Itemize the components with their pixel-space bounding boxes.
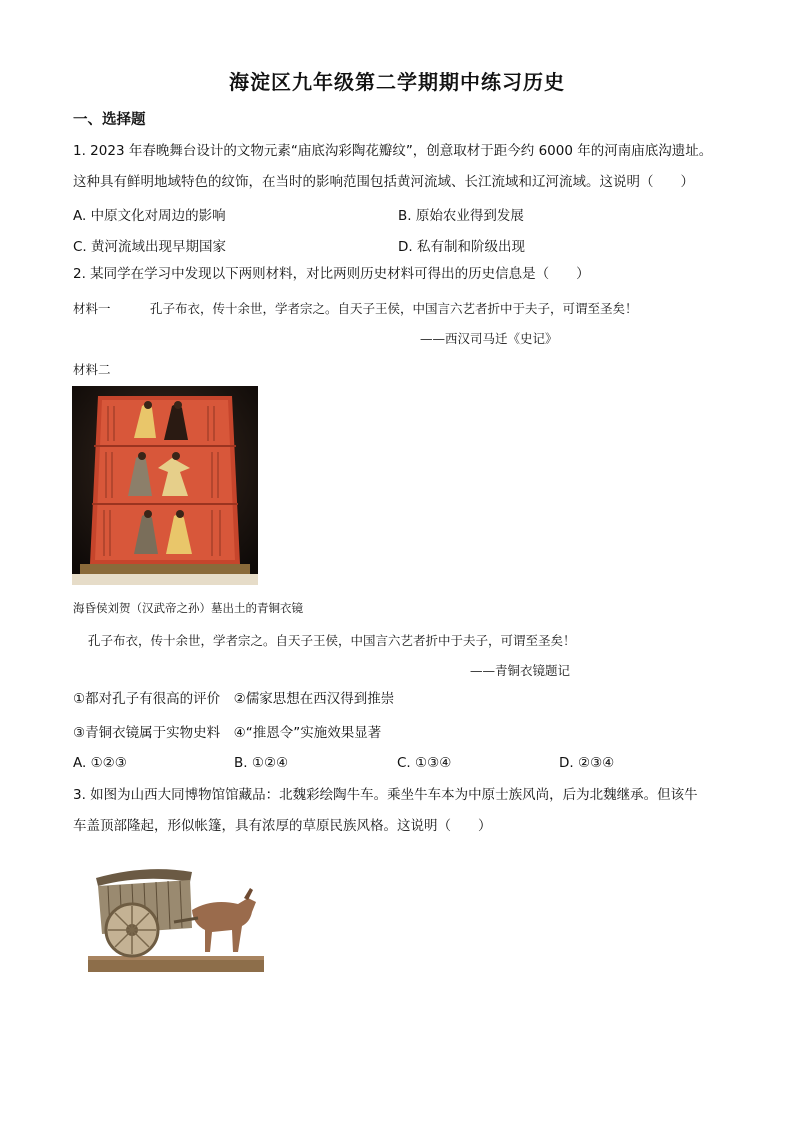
- material-two-source: ——青铜衣镜题记: [470, 663, 571, 678]
- material-two-text: 孔子布衣，传十余世，学者宗之。自天子王侯，中国言六艺者折中于夫子，可谓至圣矣！: [88, 633, 576, 648]
- section-heading: 一、选择题: [73, 112, 146, 128]
- q1-option-b: B. 原始农业得到发展: [398, 208, 524, 224]
- material-one-source: ——西汉司马迁《史记》: [420, 331, 558, 346]
- q1-stem-line2: 这种具有鲜明地域特色的纹饰，在当时的影响范围包括黄河流域、长江流域和辽河流域。这说明（ ）: [73, 174, 694, 190]
- page-title: 海淀区九年级第二学期期中练习历史: [229, 70, 565, 94]
- material-one-text: 孔子布衣，传十余世，学者宗之。自天子王侯，中国言六艺者折中于夫子，可谓至圣矣！: [150, 301, 638, 316]
- q2-statement-3-4: ③青铜衣镜属于实物史料 ④“推恩令”实施效果显著: [73, 725, 382, 741]
- material-one-label: 材料一: [73, 301, 111, 316]
- q1-option-c: C. 黄河流域出现早期国家: [73, 239, 227, 255]
- q2-option-b: B. ①②④: [234, 755, 289, 771]
- q1-stem-line1: 1. 2023 年春晚舞台设计的文物元素“庙底沟彩陶花瓣纹”，创意取材于距今约 6000 年的河南庙底沟遗址。: [73, 143, 713, 159]
- q1-option-d: D. 私有制和阶级出现: [398, 239, 525, 255]
- q2-option-d: D. ②③④: [559, 755, 615, 771]
- q3-stem-line1: 3. 如图为山西大同博物馆馆藏品：北魏彩绘陶牛车。乘坐牛车本为中原士族风尚，后为北魏继承。但该牛: [73, 787, 698, 803]
- ox-cart-photo: [74, 860, 274, 985]
- q2-option-a: A. ①②③: [73, 755, 127, 771]
- q2-stem: 2. 某同学在学习中发现以下两则材料，对比两则历史材料可得出的历史信息是（ ）: [73, 266, 590, 282]
- mirror-caption: 海昏侯刘贺（汉武帝之孙）墓出土的青铜衣镜: [73, 601, 303, 615]
- material-two-label: 材料二: [73, 362, 111, 377]
- q2-statement-1-2: ①都对孔子有很高的评价 ②儒家思想在西汉得到推崇: [73, 691, 395, 707]
- q2-option-c: C. ①③④: [397, 755, 452, 771]
- q1-option-a: A. 中原文化对周边的影响: [73, 208, 226, 224]
- bronze-mirror-photo: [72, 386, 258, 585]
- q3-stem-line2: 车盖顶部隆起，形似帐篷，具有浓厚的草原民族风格。这说明（ ）: [73, 818, 492, 834]
